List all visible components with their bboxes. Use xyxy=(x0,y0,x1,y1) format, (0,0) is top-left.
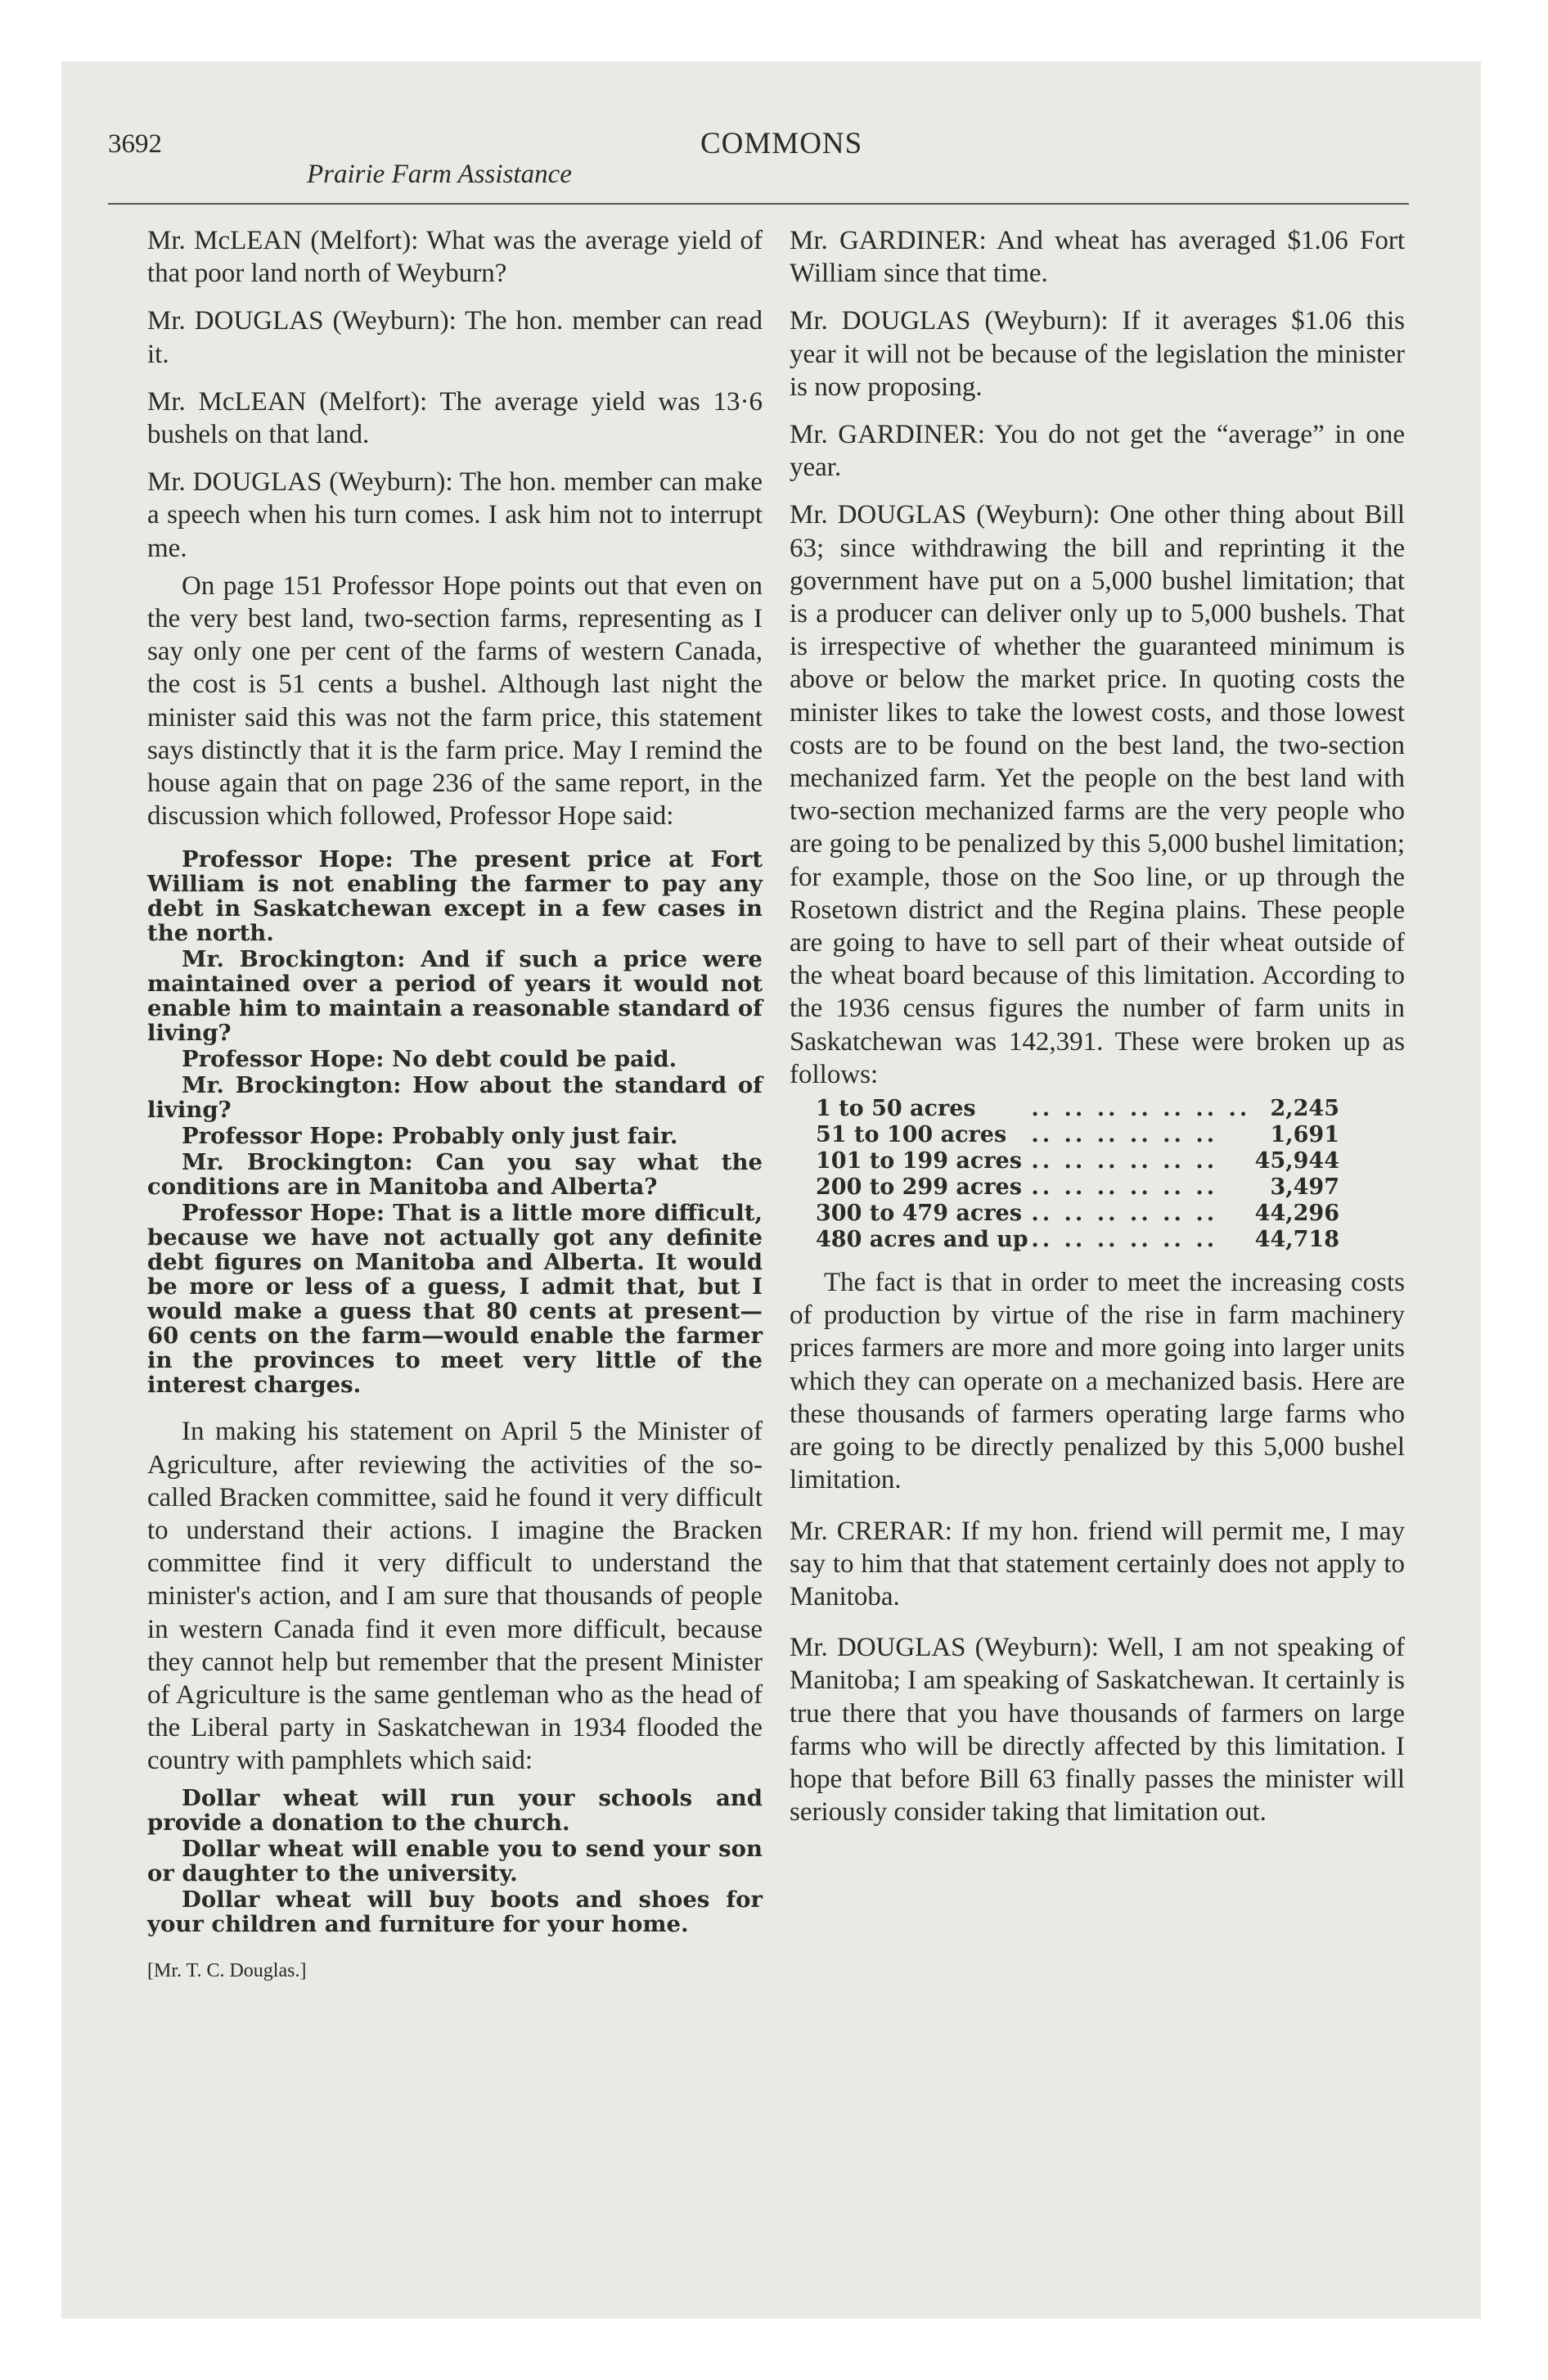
table-row xyxy=(816,1201,1339,1227)
speaker: Mr. McLEAN (Melfort): xyxy=(147,226,419,255)
speech-text: The average yield was 13·6 bushels on that land. xyxy=(147,386,763,450)
acre-range: 200 to 299 acres xyxy=(816,1174,1022,1201)
speaker: Mr. GARDINER: xyxy=(790,226,987,255)
page-number: 3692 xyxy=(108,129,162,159)
quote-line: Dollar wheat will enable you to send your son or daughter to the university. xyxy=(147,1835,763,1886)
speech-paragraph xyxy=(790,418,1405,484)
quoted-testimony xyxy=(147,847,763,1397)
speech-text: One other thing about Bill 63; since withdrawing the bill and reprinting it the government have put on a 5,000 bushel limitation; that is a producer can deliver only up to 5,000 bushels. That is irrespective of whether the guaranteed minimum is above or below the market price. In quoting costs the minister likes to take the lowest costs, and those lowest costs are to be found on the best land, the two-section mechanized farm. Yet the people on the best land with two-section mechanized farms are the very people who are going to be penalized by this 5,000 bushel limitation; for example, those on the Soo line, or up through the Rosetown district and the Regina plains. These people are going to have to sell part of their wheat outside of the wheat board because of this limitation. According to the 1936 census figures the number of farm units in Saskatchewan was 142,391. These were broken up as follows: xyxy=(790,500,1406,1089)
farm-count: 1,691 xyxy=(1270,1122,1339,1148)
speaker: Mr. DOUGLAS (Weyburn): xyxy=(790,1633,1099,1663)
acre-range: 51 to 100 acres xyxy=(816,1122,1007,1148)
acre-range: 101 to 199 acres xyxy=(816,1148,1022,1174)
quote-line: Professor Hope: That is a little more difficult, because we have not actually got any definite debt figures on Manitoba and Alberta. It would be more or less of a guess, I admit that, but I would make a guess that 80 cents at present—60 cents on the farm—would enable the farmer in the provinces to meet very little of the interest charges. xyxy=(147,1200,763,1399)
body-paragraph: In making his statement on April 5 the Minister of Agriculture, after reviewing the activities of the so-called Bracken committee, said he found it very difficult to understand their actions. I imagine the Bracken committee find it very difficult to understand the minister's action, and I am sure that thousands of people in western Canada find it even more difficult, because they cannot help but remember that the present Minister of Agriculture is the same gentleman who as the head of the Liberal party in Saskatchewan in 1934 flooded the country with pamphlets which said: xyxy=(147,1417,763,1776)
farm-count: 45,944 xyxy=(1254,1148,1339,1174)
leader-dots: .. .. .. .. .. .. xyxy=(1031,1227,1218,1253)
speaker: Mr. DOUGLAS (Weyburn): xyxy=(790,306,1109,336)
right-column xyxy=(790,224,1405,1843)
speech-text: If it averages $1.06 this year it will not be because of the legislation the minister is now proposing. xyxy=(790,306,1405,402)
table-row xyxy=(816,1096,1339,1122)
leader-dots: .. .. .. .. .. .. xyxy=(1031,1201,1218,1227)
running-title: Prairie Farm Assistance xyxy=(307,160,572,189)
leader-dots: .. .. .. .. .. .. xyxy=(1031,1174,1218,1201)
speaker: Mr. CRERAR: xyxy=(790,1516,952,1546)
left-column xyxy=(147,224,763,1987)
speech-paragraph xyxy=(790,498,1405,1091)
speech-text: You do not get the “average” in one year. xyxy=(790,420,1405,483)
speech-paragraph xyxy=(147,385,763,451)
quote-line: Mr. Brockington: How about the standard of living? xyxy=(147,1072,763,1124)
body-paragraph: On page 151 Professor Hope points out that even on the very best land, two-section farms, representing as I say only one per cent of the farms of western Canada, the cost is 51 cents a bushel. Although last night the minister said this was not the farm price, this statement says distinctly that it is the farm price. May I remind the house again that on page 236 of the same report, in the discussion which followed, Professor Hope said: xyxy=(147,570,763,832)
quote-line: Mr. Brockington: And if such a price were maintained over a period of years it would not enable him to maintain a reasonable standard of living? xyxy=(147,946,763,1047)
speaker: Mr. DOUGLAS (Weyburn): xyxy=(147,467,453,498)
quoted-pamphlet xyxy=(147,1786,763,1936)
table-row xyxy=(816,1122,1339,1148)
table-row xyxy=(816,1148,1339,1174)
speaker: Mr. DOUGLAS (Weyburn): xyxy=(790,500,1100,530)
quote-line: Professor Hope: Probably only just fair. xyxy=(182,1123,678,1150)
speech-text: Well, I am not speaking of Manitoba; I am speaking of Saskatchewan. It certainly is true there that you have thousands of farmers on large farms who will be directly affected by this limitation. I hope that before Bill 63 finally passes the minister will seriously consider taking that limitation out. xyxy=(790,1633,1405,1828)
speech-text: What was the average yield of that poor land north of Weyburn? xyxy=(147,226,763,289)
speaker: Mr. GARDINER: xyxy=(790,420,985,450)
speech-text: The hon. member can make a speech when his turn comes. I ask him not to interrupt me. xyxy=(147,467,763,563)
quote-line: Professor Hope: The present price at Fort William is not enabling the farmer to pay any debt in Saskatchewan except in a few cases in the north. xyxy=(147,846,763,947)
table-row xyxy=(816,1227,1339,1253)
acre-range: 480 acres and up xyxy=(816,1227,1028,1253)
speech-paragraph xyxy=(790,304,1405,403)
acre-range: 1 to 50 acres xyxy=(816,1096,976,1122)
speech-paragraph xyxy=(790,1631,1405,1828)
quote-line: Dollar wheat will run your schools and provide a donation to the church. xyxy=(147,1784,763,1836)
speech-paragraph xyxy=(790,1515,1405,1614)
speech-paragraph xyxy=(147,466,763,565)
speech-text: The hon. member can read it. xyxy=(147,306,763,369)
speech-paragraph xyxy=(790,224,1405,290)
farm-count: 3,497 xyxy=(1270,1174,1339,1201)
speaker-attribution: [Mr. T. C. Douglas.] xyxy=(147,1959,307,1981)
speech-paragraph xyxy=(147,304,763,370)
farm-count: 44,718 xyxy=(1254,1227,1339,1253)
body-paragraph: The fact is that in order to meet the increasing costs of production by virtue of the rise in farm machinery prices farmers are more and more going into larger units which they can operate on a mechanized basis. Here are these thousands of farmers operating large farms who are going to be directly penalized by this 5,000 bushel limitation. xyxy=(790,1268,1405,1495)
quote-line: Dollar wheat will buy boots and shoes for your children and furniture for your home. xyxy=(147,1886,763,1937)
section-title: COMMONS xyxy=(700,127,863,160)
speech-text: And wheat has averaged $1.06 Fort William since that time. xyxy=(790,226,1405,289)
farm-count: 44,296 xyxy=(1254,1201,1339,1227)
leader-dots: .. .. .. .. .. .. xyxy=(1031,1122,1218,1148)
quote-line: Mr. Brockington: Can you say what the conditions are in Manitoba and Alberta? xyxy=(147,1149,763,1201)
speaker: Mr. DOUGLAS (Weyburn): xyxy=(147,306,457,336)
speech-text: If my hon. friend will permit me, I may say to him that that statement certainly does not apply to Manitoba. xyxy=(790,1516,1405,1611)
speech-paragraph xyxy=(147,224,763,290)
speaker: Mr. McLEAN (Melfort): xyxy=(147,386,428,417)
acre-range: 300 to 479 acres xyxy=(816,1201,1022,1227)
farm-units-table xyxy=(816,1096,1339,1253)
farm-count: 2,245 xyxy=(1270,1096,1339,1122)
table-row xyxy=(816,1174,1339,1201)
leader-dots: .. .. .. .. .. .. .. xyxy=(1031,1096,1251,1122)
leader-dots: .. .. .. .. .. .. xyxy=(1031,1148,1218,1174)
quote-line: Professor Hope: No debt could be paid. xyxy=(182,1046,677,1073)
header-rule xyxy=(108,203,1409,205)
